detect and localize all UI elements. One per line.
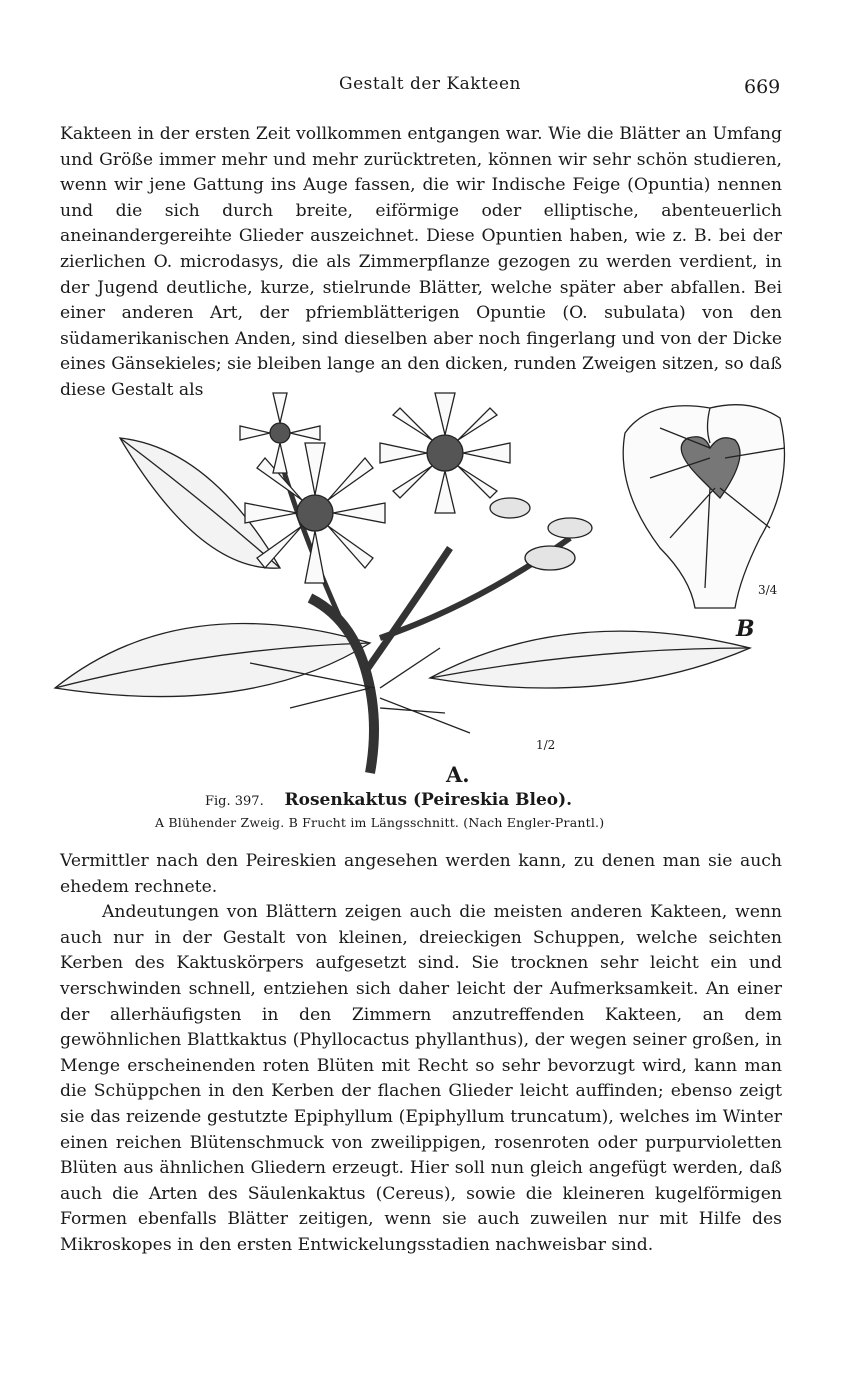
peireskia-engraving (50, 388, 790, 788)
body-text-bottom (60, 849, 782, 1259)
figure-caption (205, 790, 665, 810)
figure-label-a: A. (446, 762, 470, 787)
page-number: 669 (744, 76, 781, 98)
figure-title: Rosenkaktus (Peireskia Bleo). (284, 790, 573, 810)
figure-illustration (50, 388, 790, 788)
paragraph: Andeutungen von Blättern zeigen auch die meisten anderen Kakteen, wenn auch nur in der Gestalt von kleinen, dreieckigen Schuppen, welche seichten Kerben des Kaktuskörpers aufgesetzt sind. Sie trocknen sehr leicht ein und verschwinden schnell, entziehen sich daher leicht der Aufmerksamkeit. An einer der allerhäufigsten in den Zimmern anzutreffenden Kakteen, an dem gewöhnlichen Blattkaktus (Phyllocactus phyllanthus), der wegen seiner großen, in Menge erscheinenden roten Blüten mit Recht so sehr bevorzugt wird, kann man die Schüppchen in den Kerben der flachen Glieder leicht auffinden; ebenso zeigt sie das reizende gestutzte Epiphyllum (Epiphyllum truncatum), welches im Winter einen reichen Blütenschmuck von zweilippigen, rosenroten oder purpurvioletten Blüten aus ähnlichen Gliedern erzeugt. Hier soll nun gleich angefügt werden, daß auch die Arten des Säulenkaktus (Cereus), sowie die kleineren kugelförmigen Formen ebenfalls Blätter zeitigen, wenn sie auch zuweilen nur mit Hilfe des Mikroskopes in den ersten Entwickelungsstadien nachweisbar sind. (60, 902, 782, 1255)
figure-label-b: B (736, 616, 755, 642)
paragraph: Vermittler nach den Peireskien angesehen werden kann, zu denen man sie auch ehedem rechnete. (60, 851, 782, 897)
body-text-top (60, 122, 782, 404)
running-header: Gestalt der Kakteen (338, 74, 521, 94)
figure-subcaption: A Blühender Zweig. B Frucht im Längsschnitt. (Nach Engler-Prantl.) (155, 815, 605, 830)
paragraph: Kakteen in der ersten Zeit vollkommen entgangen war. Wie die Blätter an Umfang und Größe immer mehr und mehr zurücktreten, können wir sehr schön studieren, wenn wir jene Gattung ins Auge fassen, die wir Indische Feige (Opuntia) nennen und die sich durch breite, eiförmige oder elliptische, abenteuerlich aneinandergereihte Glieder auszeichnet. Diese Opuntien haben, wie z. B. bei der zierlichen O. microdasys, die als Zimmerpflanze gezogen zu werden verdient, in der Jugend deutliche, kurze, stielrunde Blätter, welche später aber abfallen. Bei einer anderen Art, der pfriemblätterigen Opuntie (O. subulata) von den südamerikanischen Anden, sind dieselben aber noch fingerlang und von der Dicke eines Gänsekieles; sie bleiben lange an den dicken, runden Zweigen sitzen, so daß diese Gestalt als (60, 124, 782, 400)
scale-b: 3/4 (758, 583, 778, 597)
scale-a: 1/2 (536, 738, 556, 752)
figure-number: Fig. 397. (205, 794, 264, 809)
